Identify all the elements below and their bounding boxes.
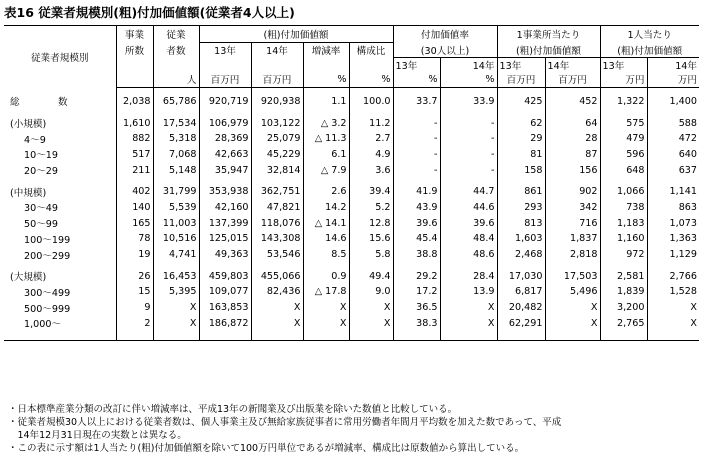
table-row — [4, 268, 699, 284]
cell-growth: △ 14.1 — [303, 215, 349, 231]
cell-r14: - — [440, 115, 497, 131]
cell-emp: 17,534 — [153, 115, 199, 131]
cell-pe14: 17,503 — [545, 268, 600, 284]
cell-pp13: 2,765 — [600, 315, 647, 331]
cell-emp: X — [153, 315, 199, 331]
row-label: 総 数 — [10, 97, 68, 109]
cell-growth: △ 3.2 — [303, 115, 349, 131]
cell-growth: 6.1 — [303, 147, 349, 163]
cell-pe13: 2,468 — [497, 247, 545, 263]
cell-r14: 13.9 — [440, 284, 497, 300]
cell-pp14: 1,073 — [647, 215, 699, 231]
cell-va13: 35,947 — [199, 162, 251, 178]
cell-pe14: 716 — [545, 215, 600, 231]
cell-est: 9 — [116, 300, 153, 316]
cell-est: 1,610 — [116, 115, 153, 131]
header-va-rate-1: 付加価値率 — [393, 26, 497, 43]
cell-growth: △ 17.8 — [303, 284, 349, 300]
cell-emp: 65,786 — [153, 94, 199, 110]
unit-va-14: 百万円 — [251, 72, 303, 87]
cell-pp13: 648 — [600, 162, 647, 178]
cell-emp: 5,539 — [153, 200, 199, 216]
cell-pe14: 64 — [545, 115, 600, 131]
unit-pp-14: 万円 — [647, 72, 699, 87]
cell-growth: △ 7.9 — [303, 162, 349, 178]
unit-persons: 人 — [153, 72, 199, 87]
cell-r13: 36.5 — [393, 300, 440, 316]
row-label: 30～49 — [24, 203, 59, 215]
cell-est: 882 — [116, 131, 153, 147]
cell-pp13: 1,160 — [600, 231, 647, 247]
cell-va13: 137,399 — [199, 215, 251, 231]
cell-va13: 186,872 — [199, 315, 251, 331]
cell-emp: 10,516 — [153, 231, 199, 247]
cell-va13: 42,663 — [199, 147, 251, 163]
cell-pe14: 2,818 — [545, 247, 600, 263]
cell-pp14: 1,363 — [647, 231, 699, 247]
cell-share: 12.8 — [349, 215, 393, 231]
cell-pe13: 62 — [497, 115, 545, 131]
cell-share: 5.2 — [349, 200, 393, 216]
cell-growth: 0.9 — [303, 268, 349, 284]
cell-pp14: 1,129 — [647, 247, 699, 263]
cell-va14: 32,814 — [251, 162, 303, 178]
cell-share: 15.6 — [349, 231, 393, 247]
cell-va13: 353,938 — [199, 184, 251, 200]
cell-va13: 49,363 — [199, 247, 251, 263]
cell-est: 2,038 — [116, 94, 153, 110]
cell-r14: 39.6 — [440, 215, 497, 231]
unit-pp-13: 万円 — [600, 72, 647, 87]
table-row — [4, 200, 699, 216]
cell-va14: 25,079 — [251, 131, 303, 147]
cell-pe13: 425 — [497, 94, 545, 110]
cell-pe13: 62,291 — [497, 315, 545, 331]
row-label: 10～19 — [24, 150, 59, 162]
table-row — [4, 247, 699, 263]
cell-est: 402 — [116, 184, 153, 200]
cell-pp13: 3,200 — [600, 300, 647, 316]
unit-pe-13: 百万円 — [497, 72, 545, 87]
cell-share: 49.4 — [349, 268, 393, 284]
cell-va13: 125,015 — [199, 231, 251, 247]
cell-emp: 5,318 — [153, 131, 199, 147]
cell-est: 517 — [116, 147, 153, 163]
cell-va14: 45,229 — [251, 147, 303, 163]
cell-va13: 42,160 — [199, 200, 251, 216]
cell-pe13: 813 — [497, 215, 545, 231]
cell-r13: - — [393, 162, 440, 178]
cell-pe14: 342 — [545, 200, 600, 216]
header-per-establishment-1: 1事業所当たり — [497, 26, 600, 43]
row-label: 200～299 — [24, 250, 71, 262]
cell-share: 11.2 — [349, 115, 393, 131]
table-title: 表16 従業者規模別(粗)付加価値額(従業者4人以上) — [4, 5, 295, 20]
footnote-line: ・従業者規模30人以上における従業者数は、個人事業主及び無給家族従事者に常用労働者年間月平均数を加えた数であって、平成 — [8, 417, 562, 428]
header-pe-14: 14年 — [545, 58, 600, 73]
unit-share: % — [349, 72, 393, 87]
cell-r13: 17.2 — [393, 284, 440, 300]
header-growth: 増減率 — [303, 43, 349, 58]
cell-share: 2.7 — [349, 131, 393, 147]
unit-rate-13: % — [393, 72, 440, 87]
cell-pe13: 17,030 — [497, 268, 545, 284]
cell-r13: 43.9 — [393, 200, 440, 216]
cell-share: 39.4 — [349, 184, 393, 200]
cell-pe14: 156 — [545, 162, 600, 178]
header-employees-2: 者数 — [153, 43, 199, 58]
cell-emp: 11,003 — [153, 215, 199, 231]
cell-pe13: 1,603 — [497, 231, 545, 247]
header-per-person-2: (粗)付加価値額 — [600, 43, 699, 58]
cell-emp: 7,068 — [153, 147, 199, 163]
cell-est: 165 — [116, 215, 153, 231]
cell-share: 3.6 — [349, 162, 393, 178]
cell-va14: 118,076 — [251, 215, 303, 231]
unit-growth: % — [303, 72, 349, 87]
cell-pe14: 902 — [545, 184, 600, 200]
cell-va13: 459,803 — [199, 268, 251, 284]
cell-pp14: X — [647, 315, 699, 331]
row-label: (中規模) — [10, 187, 47, 199]
table-row — [4, 231, 699, 247]
unit-pe-14: 百万円 — [545, 72, 600, 87]
cell-share: 4.9 — [349, 147, 393, 163]
cell-pp13: 596 — [600, 147, 647, 163]
cell-pp13: 2,581 — [600, 268, 647, 284]
cell-growth: X — [303, 300, 349, 316]
cell-va14: X — [251, 300, 303, 316]
cell-r13: 38.3 — [393, 315, 440, 331]
table-row — [4, 284, 699, 300]
table-row — [4, 215, 699, 231]
header-rate-13: 13年 — [393, 58, 440, 73]
cell-r14: 48.6 — [440, 247, 497, 263]
cell-emp: 31,799 — [153, 184, 199, 200]
cell-r13: - — [393, 115, 440, 131]
cell-pp13: 1,322 — [600, 94, 647, 110]
header-share: 構成比 — [349, 43, 393, 58]
cell-va14: 362,751 — [251, 184, 303, 200]
cell-va14: 143,308 — [251, 231, 303, 247]
cell-pe13: 293 — [497, 200, 545, 216]
cell-va13: 106,979 — [199, 115, 251, 131]
header-establishments-1: 事業 — [116, 26, 153, 43]
cell-r13: 41.9 — [393, 184, 440, 200]
cell-va14: 53,546 — [251, 247, 303, 263]
cell-emp: 4,741 — [153, 247, 199, 263]
cell-emp: 16,453 — [153, 268, 199, 284]
cell-pp14: 1,528 — [647, 284, 699, 300]
cell-pe14: X — [545, 315, 600, 331]
cell-va14: 920,938 — [251, 94, 303, 110]
unit-rate-14: % — [440, 72, 497, 87]
cell-r13: - — [393, 147, 440, 163]
cell-r14: 44.6 — [440, 200, 497, 216]
header-employees-1: 従業 — [153, 26, 199, 43]
cell-emp: X — [153, 300, 199, 316]
cell-r14: X — [440, 315, 497, 331]
footnotes — [8, 403, 561, 455]
table-row — [4, 147, 699, 163]
cell-pp13: 1,839 — [600, 284, 647, 300]
row-label: 1,000～ — [24, 319, 62, 331]
row-label: 50～99 — [24, 219, 59, 231]
table-row — [4, 115, 699, 131]
cell-emp: 5,148 — [153, 162, 199, 178]
row-label: (大規模) — [10, 272, 47, 284]
cell-pe13: 29 — [497, 131, 545, 147]
unit-va-13: 百万円 — [199, 72, 251, 87]
cell-pe14: X — [545, 300, 600, 316]
cell-share: 5.8 — [349, 247, 393, 263]
cell-r13: 39.6 — [393, 215, 440, 231]
cell-pp14: 1,400 — [647, 94, 699, 110]
cell-pe14: 5,496 — [545, 284, 600, 300]
cell-pe13: 6,817 — [497, 284, 545, 300]
cell-est: 15 — [116, 284, 153, 300]
cell-va14: 103,122 — [251, 115, 303, 131]
header-value-added: (粗)付加価値額 — [199, 26, 393, 43]
cell-pp13: 575 — [600, 115, 647, 131]
cell-pe14: 28 — [545, 131, 600, 147]
cell-r13: 38.8 — [393, 247, 440, 263]
table-row — [4, 131, 699, 147]
cell-pp13: 972 — [600, 247, 647, 263]
cell-growth: 14.6 — [303, 231, 349, 247]
cell-va13: 920,719 — [199, 94, 251, 110]
cell-est: 26 — [116, 268, 153, 284]
row-label: 100～199 — [24, 234, 71, 246]
cell-est: 19 — [116, 247, 153, 263]
cell-pp14: 1,141 — [647, 184, 699, 200]
cell-pe14: 1,837 — [545, 231, 600, 247]
cell-pp13: 1,183 — [600, 215, 647, 231]
cell-va13: 28,369 — [199, 131, 251, 147]
cell-va14: 47,821 — [251, 200, 303, 216]
cell-pe14: 87 — [545, 147, 600, 163]
cell-va13: 109,077 — [199, 284, 251, 300]
header-va-13: 13年 — [199, 43, 251, 58]
cell-share: X — [349, 300, 393, 316]
footnote-line: ・この表に示す額は1人当たり(粗)付加価値額を除いて100万円単位であるが増減率、構成比は原数値から算出している。 — [8, 443, 525, 454]
footnote-line: 14年12月31日現在の実数とは異なる。 — [8, 430, 187, 441]
cell-share: 100.0 — [349, 94, 393, 110]
cell-growth: X — [303, 315, 349, 331]
footnote-line: ・日本標準産業分類の改訂に伴い増減率は、平成13年の新聞業及び出版業を除いた数値と比較している。 — [8, 404, 458, 415]
cell-pp13: 738 — [600, 200, 647, 216]
cell-pe13: 20,482 — [497, 300, 545, 316]
table-row — [4, 162, 699, 178]
cell-pp14: 2,766 — [647, 268, 699, 284]
value-added-table — [4, 25, 699, 341]
cell-growth: 1.1 — [303, 94, 349, 110]
cell-est: 211 — [116, 162, 153, 178]
cell-est: 78 — [116, 231, 153, 247]
cell-pe13: 861 — [497, 184, 545, 200]
header-pe-13: 13年 — [497, 58, 545, 73]
header-per-person-1: 1人当たり — [600, 26, 699, 43]
header-pp-14: 14年 — [647, 58, 699, 73]
cell-pp14: 637 — [647, 162, 699, 178]
cell-share: X — [349, 315, 393, 331]
cell-est: 2 — [116, 315, 153, 331]
header-va-14: 14年 — [251, 43, 303, 58]
cell-pp14: 588 — [647, 115, 699, 131]
cell-va14: 455,066 — [251, 268, 303, 284]
cell-pp13: 479 — [600, 131, 647, 147]
header-establishments-2: 所数 — [116, 43, 153, 58]
cell-pp14: 863 — [647, 200, 699, 216]
cell-r13: 29.2 — [393, 268, 440, 284]
row-label: (小規模) — [10, 119, 47, 131]
cell-pe13: 81 — [497, 147, 545, 163]
row-label: 500～999 — [24, 303, 71, 315]
cell-growth: 14.2 — [303, 200, 349, 216]
cell-pe13: 158 — [497, 162, 545, 178]
cell-emp: 5,395 — [153, 284, 199, 300]
header-rate-14: 14年 — [440, 58, 497, 73]
header-va-rate-2: (30人以上) — [393, 43, 497, 58]
row-label: 300～499 — [24, 287, 71, 299]
cell-r14: - — [440, 162, 497, 178]
cell-r14: 28.4 — [440, 268, 497, 284]
row-label: 20～29 — [24, 166, 59, 178]
cell-share: 9.0 — [349, 284, 393, 300]
cell-r13: 45.4 — [393, 231, 440, 247]
cell-r14: 48.4 — [440, 231, 497, 247]
cell-r14: - — [440, 131, 497, 147]
cell-va14: 82,436 — [251, 284, 303, 300]
cell-va13: 163,853 — [199, 300, 251, 316]
cell-growth: △ 11.3 — [303, 131, 349, 147]
row-label: 4～9 — [24, 134, 46, 146]
table-body — [4, 87, 699, 341]
cell-pp14: 640 — [647, 147, 699, 163]
cell-pp14: X — [647, 300, 699, 316]
cell-pe14: 452 — [545, 94, 600, 110]
cell-r13: - — [393, 131, 440, 147]
cell-r14: X — [440, 300, 497, 316]
cell-growth: 2.6 — [303, 184, 349, 200]
table-row — [4, 94, 699, 110]
cell-r14: 44.7 — [440, 184, 497, 200]
header-per-establishment-2: (粗)付加価値額 — [497, 43, 600, 58]
table-row — [4, 300, 699, 316]
cell-r14: - — [440, 147, 497, 163]
header-size-class: 従業者規模別 — [4, 26, 116, 88]
cell-va14: X — [251, 315, 303, 331]
cell-r14: 33.9 — [440, 94, 497, 110]
cell-growth: 8.5 — [303, 247, 349, 263]
cell-est: 140 — [116, 200, 153, 216]
cell-pp14: 472 — [647, 131, 699, 147]
cell-pp13: 1,066 — [600, 184, 647, 200]
header-pp-13: 13年 — [600, 58, 647, 73]
table-row — [4, 184, 699, 200]
table-row — [4, 315, 699, 331]
cell-r13: 33.7 — [393, 94, 440, 110]
